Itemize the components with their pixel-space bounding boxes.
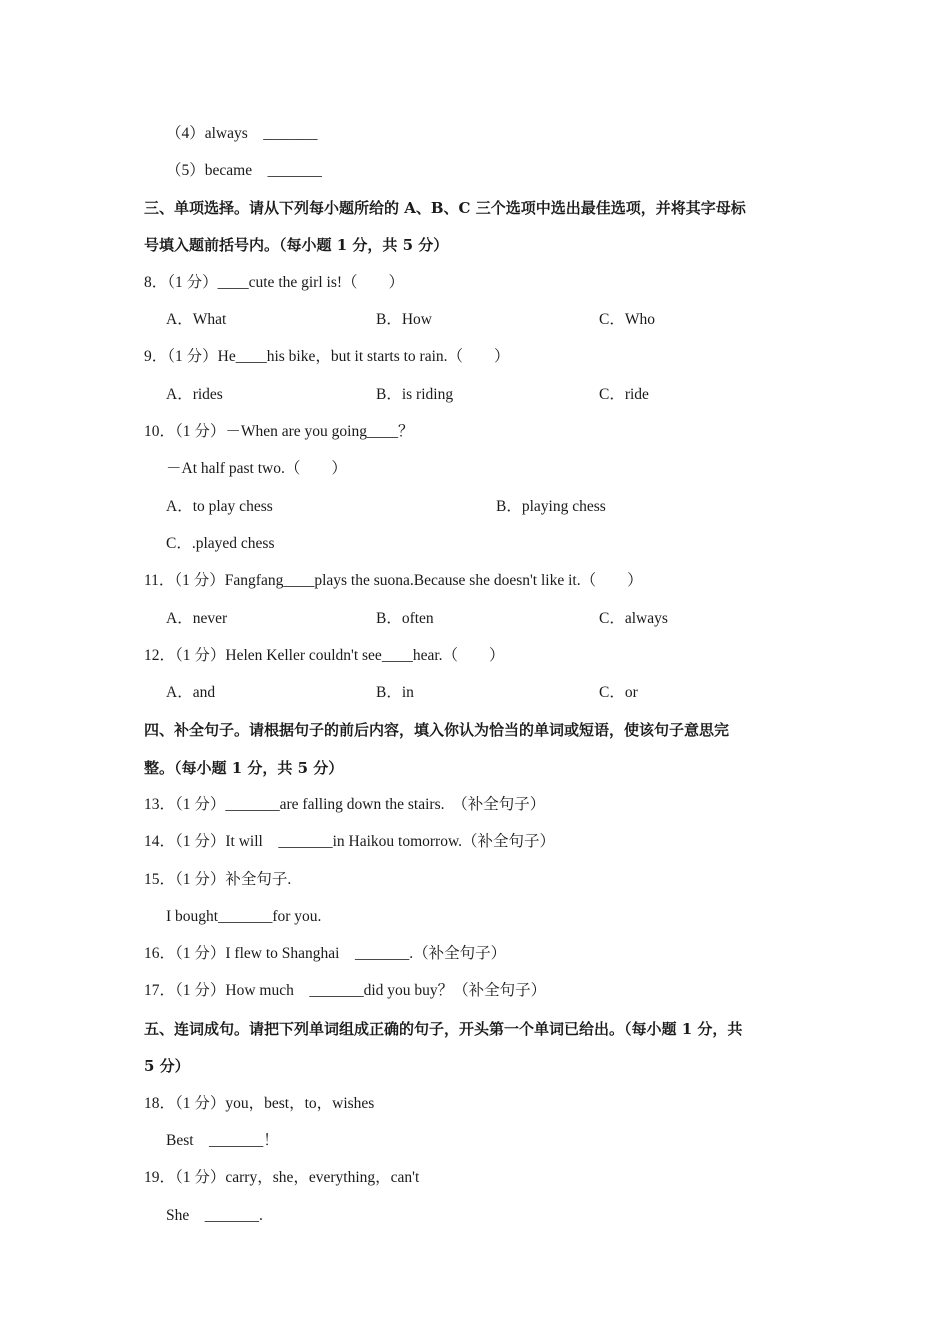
question-11: 11．（1 分）Fangfang____plays the suona.Because she doesn't like it.（ ） — [144, 572, 643, 589]
question-10: 10．（1 分）－When are you going____？ — [144, 423, 414, 440]
q9-option-c: C．ride — [599, 386, 649, 403]
question-18: 18．（1 分）you，best，to，wishes — [144, 1095, 375, 1112]
q12-option-c: C．or — [599, 684, 638, 701]
q11-option-b: B．often — [376, 610, 434, 627]
question-13: 13．（1 分）_______are falling down the stairs. （补全句子） — [144, 796, 546, 813]
section-3-heading: 三、单项选择。请从下列每小题所给的 A、B、C 三个选项中选出最佳选项，并将其字母标 — [144, 199, 746, 217]
question-19: 19．（1 分）carry，she，everything，can't — [144, 1169, 420, 1186]
q8-option-c: C．Who — [599, 311, 655, 328]
question-15: 15．（1 分）补全句子. — [144, 871, 292, 888]
q8-option-b: B．How — [376, 311, 432, 328]
section-4-heading: 四、补全句子。请根据句子的前后内容，填入你认为恰当的单词或短语，使该句子意思完 — [144, 721, 730, 739]
q12-option-a: A．and — [166, 684, 216, 701]
question-8: 8．（1 分）____cute the girl is!（ ） — [144, 274, 405, 291]
question-18-sentence: Best _______！ — [166, 1132, 279, 1149]
section-5-heading: 五、连词成句。请把下列单词组成正确的句子，开头第一个单词已给出。（每小题 1 分，共 — [144, 1020, 743, 1038]
q10-option-a: A．to play chess — [166, 498, 273, 515]
question-17: 17．（1 分）How much _______did you buy？（补全句子） — [144, 982, 547, 999]
q11-option-c: C．always — [599, 610, 668, 627]
section-3-heading-cont: 号填入题前括号内。（每小题 1 分，共 5 分） — [144, 236, 449, 254]
q10-option-c: C．.played chess — [166, 535, 275, 552]
question-15-sentence: I bought_______for you. — [166, 908, 322, 925]
question-10-response: －At half past two.（ ） — [166, 460, 347, 477]
answer-line-5: （5）became _______ — [166, 162, 322, 179]
question-19-sentence: She _______. — [166, 1207, 263, 1224]
question-16: 16．（1 分）I flew to Shanghai _______.（补全句子） — [144, 945, 507, 962]
question-14: 14．（1 分）It will _______in Haikou tomorrow.（补全句子） — [144, 833, 556, 850]
q9-option-b: B．is riding — [376, 386, 454, 403]
answer-line-4: （4）always _______ — [166, 125, 318, 142]
q11-option-a: A．never — [166, 610, 228, 627]
q8-option-a: A．What — [166, 311, 227, 328]
question-12: 12．（1 分）Helen Keller couldn't see____hear.（ ） — [144, 647, 505, 664]
q9-option-a: A．rides — [166, 386, 223, 403]
section-4-heading-cont: 整。（每小题 1 分，共 5 分） — [144, 759, 344, 777]
q12-option-b: B．in — [376, 684, 414, 701]
q10-option-b: B．playing chess — [496, 498, 606, 515]
question-9: 9．（1 分）He____his bike，but it starts to rain.（ ） — [144, 348, 510, 365]
section-5-heading-cont: 5 分） — [144, 1057, 190, 1075]
